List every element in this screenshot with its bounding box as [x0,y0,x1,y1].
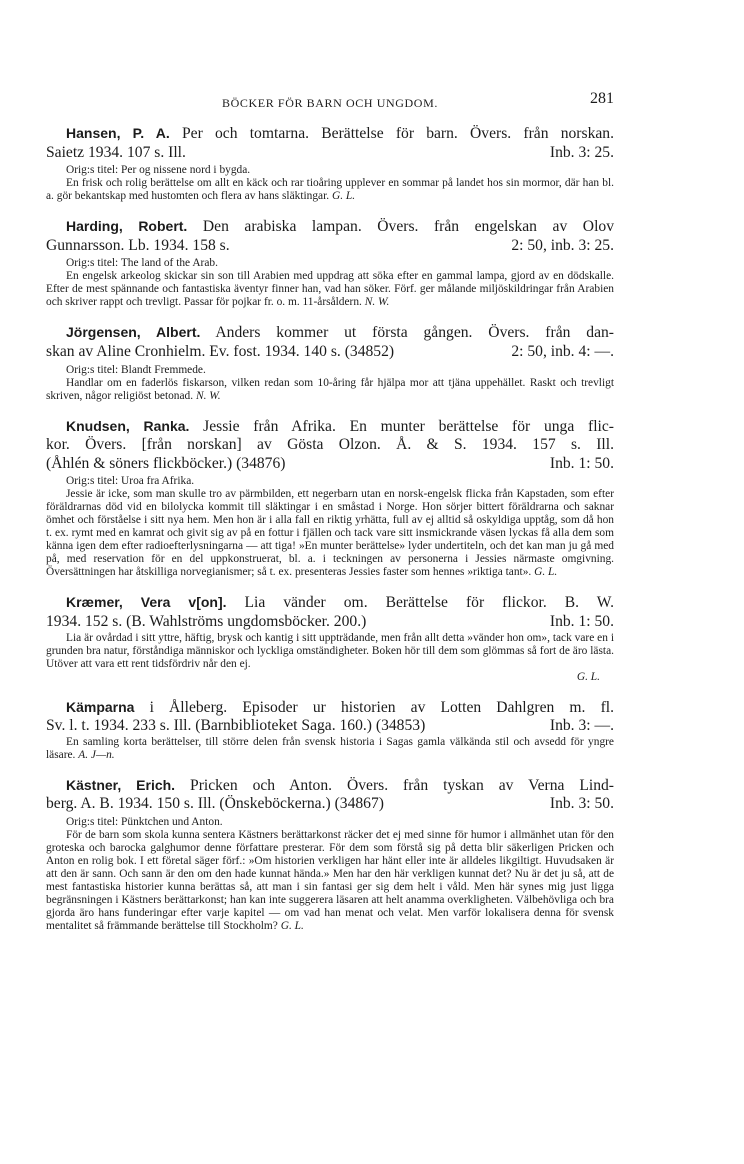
bib-line-end [46,795,614,814]
entry-description [46,736,614,762]
entry-original-title: Orig:s titel: Pünktchen und Anton. [66,815,223,828]
entry-author: Kästner, Erich. [66,776,176,793]
entry-description-text: Lia är ovårdad i sitt yttre, häftig, brysk och kantig i sitt uppträdande, men från allt detta »vänder hon om», tack vare en i grunden bra natur, förståndiga människor och lyckliga omständigheter. Boken hör till dem som glömmas så fort de äro lästa. Utöver att vara ett rent tidsfördriv når den ej. [46,631,614,670]
entry-title-line: i Ålleberg. Episoder ur historien av Lotten Dahlgren m. fl. [149,698,614,716]
entry-price: Inb. 1: 50. [549,612,614,630]
bib-line-mid: kor. Övers. [från norskan] av Gösta Olzon. Å. & S. 1934. 157 s. Ill. [46,436,614,454]
entry-title-line: Den arabiska lampan. Övers. från engelskan av Olov [202,218,614,236]
reviewer-signature: G. L. [576,670,600,683]
entry-price: 2: 50, inb. 4: —. [511,342,614,360]
entry-title-line: Per och tomtarna. Berättelse för barn. Övers. från norskan. [182,125,614,142]
entry-price: 2: 50, inb. 3: 25. [511,236,614,254]
entry-list [46,124,614,947]
entry-description [46,177,614,203]
reviewer-signature: G. L. [331,190,356,203]
entry-title-line: Pricken och Anton. Övers. från tyskan av Verna Lind- [190,776,615,794]
reviewer-signature: G. L. [534,566,558,579]
entry-original-title: Orig:s titel: Blandt Fremmede. [66,363,206,376]
bib-line [46,698,614,718]
bib-line-end [46,343,614,362]
bib-line-end [46,455,614,474]
reviewer-signature: A. J—n. [78,748,115,761]
entry-description-text: Jessie är icke, som man skulle tro av pärmbilden, ett negerbarn utan en norsk-engelsk flicka från Kapstaden, som efter föräldrarnas död vid en bilolycka kommit till släktingar i en småstad i Norge. Hon sörjer bittert föräldrarna och saknar ömhet och förståelse i sitt nya hem. Men hon är i alla fall en riktig yrhätta, full av ej alltid så oskyldiga upptåg, som då hon t. ex. rymt med en kamrat och givit sig av på en fottur i fjällen och tack vare sitt insmickrande väsen lyckas få alla dem som känna igen dem efter radioefterlysningarna — att tiga! »En munter berättelse» lyder undertiteln, och det kan man ju gå med på, med reservation för en del uppkonstruerat, bl. a. i teckningen av personerna i Jessies närmaste omgivning. Översättningen har åtskilliga norvegianismer; så t. ex. presenteras Jessies faster som hennes »riktiga tant». [46,488,614,579]
entry-description-text: Handlar om en faderlös fiskarson, vilken redan som 10-åring får hjälpa mor att tjäna uppehället. Raskt och trevligt skriven, någor religiöst betonad. [46,376,614,402]
entry-price: Inb. 3: 50. [549,795,614,813]
entry-publisher: Sv. l. t. 1934. 233 s. Ill. (Barnbiblioteket Saga. 160.) (34853) [46,717,426,735]
bib-line-end [46,237,614,256]
bib-line [46,776,614,796]
entry-author: Harding, Robert. [66,218,188,235]
entry-title-line: Anders kommer ut första gången. Övers. från dan- [215,324,614,342]
bib-line-end [46,144,614,163]
entry-description [46,377,614,403]
entry-hansen [46,124,614,203]
entry-description-text: En samling korta berättelser, till större delen från svensk historia i Sagas gamla välkända stil och avsedd för yngre läsare. [46,735,614,761]
entry-publisher: Gunnarsson. Lb. 1934. 158 s. [46,236,230,254]
entry-author: Kræmer, Vera v[on]. [66,594,227,611]
entry-description [46,270,614,309]
entry-original-title: Orig:s titel: Per og nissene nord i bygda. [66,164,251,177]
reviewer-signature: N. W. [364,296,390,309]
reviewer-signature: G. L. [280,919,304,932]
bib-line [46,417,614,437]
entry-harding [46,217,614,309]
bib-line [46,323,614,343]
entry-author: Jörgensen, Albert. [66,324,201,341]
page-header [46,90,614,114]
entry-price: Inb. 3: 25. [549,143,614,161]
entry-publisher: Saietz 1934. 107 s. Ill. [46,143,186,161]
entry-author: Knudsen, Ranka. [66,417,190,434]
entry-price: Inb. 3: —. [549,717,614,735]
bib-line [46,593,614,613]
entry-description [46,829,614,933]
entry-description [46,632,614,671]
entry-knudsen [46,417,614,580]
entry-kraemer [46,593,614,683]
entry-jorgensen [46,323,614,402]
entry-description-text: En engelsk arkeolog skickar sin son till Arabien med uppdrag att söka efter en gammal lampa, gjord av en dödskalle. Efter de mest spännande och fantastiska äventyr finner han, vad han söker. Förf. ger målande miljöskildringar från Arabien och skriver rappt och trevligt. Passar för pojkar fr. o. m. 11-årsåldern. [46,270,614,309]
bib-line-end [46,717,614,736]
bib-line-end [46,613,614,632]
entry-kastner [46,776,614,933]
page-number: 281 [590,90,614,107]
entry-original-title: Orig:s titel: Uroa fra Afrika. [66,475,195,488]
entry-publisher: skan av Aline Cronhielm. Ev. fost. 1934. 140 s. (34852) [46,342,395,360]
running-title: BÖCKER FÖR BARN OCH UNGDOM. [222,96,438,110]
entry-publisher: 1934. 152 s. (B. Wahlströms ungdomsböcker. 200.) [46,612,367,630]
entry-description-text: En frisk och rolig berättelse om allt en käck och rar tioåring upplever en sommar på landet hos sin mormor, där han bl. a. gör bekantskap med hustomten och flera av hans släktingar. [46,177,614,203]
entry-publisher: berg. A. B. 1934. 150 s. Ill. (Önskeböckerna.) (34867) [46,795,384,813]
entry-original-title: Orig:s titel: The land of the Arab. [66,257,218,270]
bib-line [46,217,614,237]
entry-title-line: Jessie från Afrika. En munter berättelse för unga flic- [203,417,614,435]
entry-author: Kämparna [66,698,135,715]
bib-line [46,124,614,144]
entry-author: Hansen, P. A. [66,125,170,141]
entry-description-text: För de barn som skola kunna sentera Kästners berättarkonst räcker det ej med sinne för humor i allmänhet utan för den groteska och barocka galghumor denne författare presterar. För dem som förstå sig på detta blir säkerligen Pricken och Anton en rolig bok. I ett företal säger förf.: »Om historien verkligen har hänt eller inte är alldeles likgiltigt. Huvudsaken är att den är sann. Och sann är den om den hade kunnat hända.» Men har den här verkligen kunnat det? Nu är det ju så, att de mest fantastiska historier kunna berättas så, att man i sin fantasi ger sig dem helt i våld. Men här synes mig just ligga begränsningen i Kästners berättarkonst; han kan inte suggerera läsaren att helt anamma overkligheten. Välbehövliga och bra gjorda äro hans funderingar efter varje kapitel — om vad han menat och velat. Men varför lokalisera denna för svensk mentalitet så främmande berättelse till Stockholm? [46,828,614,932]
entry-description [46,488,614,579]
entry-series: (Åhlén & söners flickböcker.) (34876) [46,454,286,472]
reviewer-signature: N. W. [195,389,221,402]
entry-price: Inb. 1: 50. [549,454,614,472]
entry-title-line: Lia vänder om. Berättelse för flickor. B. W. [244,594,614,612]
entry-kamparna [46,698,614,762]
